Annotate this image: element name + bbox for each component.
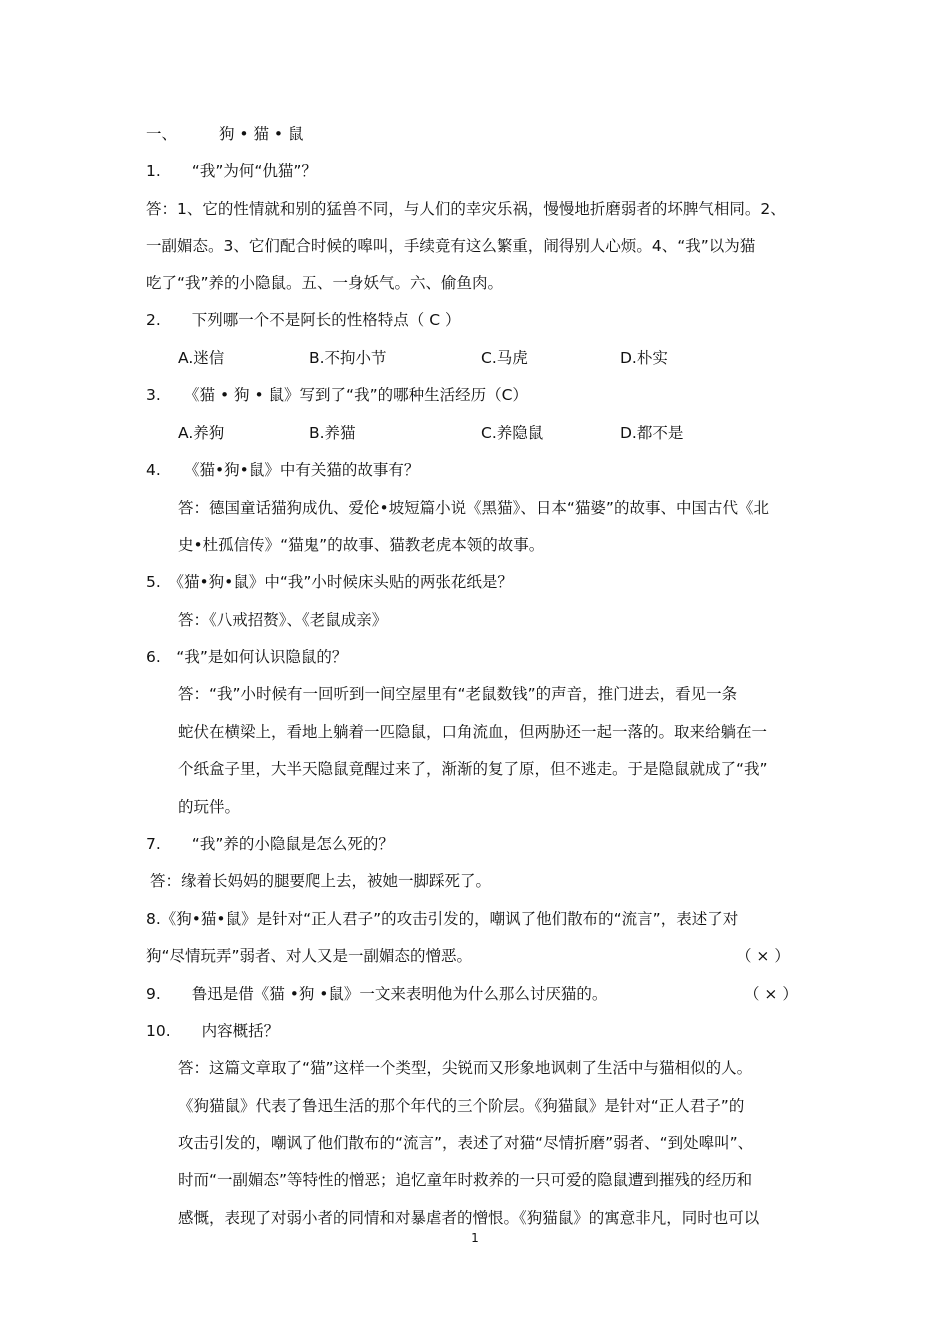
answer-10-line-3: 攻击引发的，嘲讽了他们散布的“流言”，表述了对猫“尽情折磨”弱者、“到处嗥叫”、: [178, 1134, 754, 1152]
q3-option-d: D.都不是: [620, 424, 684, 442]
answer-1-line-2: 一副媚态。3、它们配合时候的嗥叫，手续竟有这么繁重，闹得别人心烦。4、“我”以为猫: [146, 237, 756, 255]
section-number: 一、: [146, 125, 178, 143]
q2-option-a: A.迷信: [178, 349, 225, 367]
answer-6-line-4: 的玩伴。: [178, 798, 241, 816]
answer-6-line-1: 答：“我”小时候有一回听到一间空屋里有“老鼠数钱”的声音，推门进去，看见一条: [178, 685, 738, 703]
question-7: 7. “我”养的小隐鼠是怎么死的？: [146, 835, 394, 853]
answer-10-line-1: 答：这篇文章取了“猫”这样一个类型，尖锐而又形象地讽刺了生活中与猫相似的人。: [178, 1059, 753, 1077]
answer-10-line-2: 《狗猫鼠》代表了鲁迅生活的那个年代的三个阶层。《狗猫鼠》是针对“正人君子”的: [178, 1097, 745, 1115]
question-5: 5. 《猫•狗•鼠》中“我”小时候床头贴的两张花纸是？: [146, 573, 513, 591]
answer-4-line-2: 史•杜孤信传》“猫鬼”的故事、猫教老虎本领的故事。: [178, 536, 545, 554]
question-2: 2. 下列哪一个不是阿长的性格特点（ C ）: [146, 311, 461, 329]
answer-1-line-3: 吃了“我”养的小隐鼠。五、一身妖气。六、偷鱼肉。: [146, 274, 504, 292]
answer-5: 答：《八戒招赘》、《老鼠成亲》: [178, 611, 388, 629]
q3-option-b: B.养猫: [309, 424, 356, 442]
question-8-line-1: 8.《狗•猫•鼠》是针对“正人君子”的攻击引发的，嘲讽了他们散布的“流言”，表述了对: [146, 910, 739, 928]
answer-1-line-1: 答：1、它的性情就和别的猛兽不同，与人们的幸灾乐祸，慢慢地折磨弱者的坏脾气相同。2、: [146, 200, 786, 218]
q3-option-a: A.养狗: [178, 424, 225, 442]
q8-mark: （ × ）: [736, 947, 790, 965]
question-3: 3. 《猫 • 狗 • 鼠》写到了“我”的哪种生活经历（C）: [146, 386, 528, 404]
q3-option-c: C.养隐鼠: [481, 424, 544, 442]
question-4: 4. 《猫•狗•鼠》中有关猫的故事有？: [146, 461, 420, 479]
answer-10-line-5: 感慨，表现了对弱小者的同情和对暴虐者的憎恨。《狗猫鼠》的寓意非凡，同时也可以: [178, 1209, 760, 1227]
answer-4-line-1: 答：德国童话猫狗成仇、爱伦•坡短篇小说《黑猫》、日本“猫婆”的故事、中国古代《北: [178, 499, 769, 517]
question-1: 1. “我”为何“仇猫”？: [146, 162, 317, 180]
q2-option-d: D.朴实: [620, 349, 668, 367]
question-8-line-2: 狗“尽情玩弄”弱者、对人又是一副媚态的憎恶。: [146, 947, 473, 965]
q9-mark: （ × ）: [744, 985, 798, 1003]
answer-6-line-3: 个纸盒子里，大半天隐鼠竟醒过来了，渐渐的复了原，但不逃走。于是隐鼠就成了“我”: [178, 760, 768, 778]
answer-7: 答：缘着长妈妈的腿要爬上去，被她一脚踩死了。: [150, 872, 492, 890]
section-title: 狗 • 猫 • 鼠: [219, 125, 304, 143]
answer-6-line-2: 蛇伏在横梁上，看地上躺着一匹隐鼠，口角流血，但两胁还一起一落的。取来给躺在一: [178, 723, 768, 741]
answer-10-line-4: 时而“一副媚态”等特性的憎恶；追忆童年时救养的一只可爱的隐鼠遭到摧残的经历和: [178, 1171, 753, 1189]
question-6: 6. “我”是如何认识隐鼠的？: [146, 648, 348, 666]
question-9: 9. 鲁迅是借《猫 •狗 •鼠》一文来表明他为什么那么讨厌猫的。: [146, 985, 608, 1003]
q2-option-c: C.马虎: [481, 349, 528, 367]
q2-option-b: B.不拘小节: [309, 349, 387, 367]
question-10: 10. 内容概括？: [146, 1022, 280, 1040]
page-number: 1: [471, 1231, 479, 1245]
